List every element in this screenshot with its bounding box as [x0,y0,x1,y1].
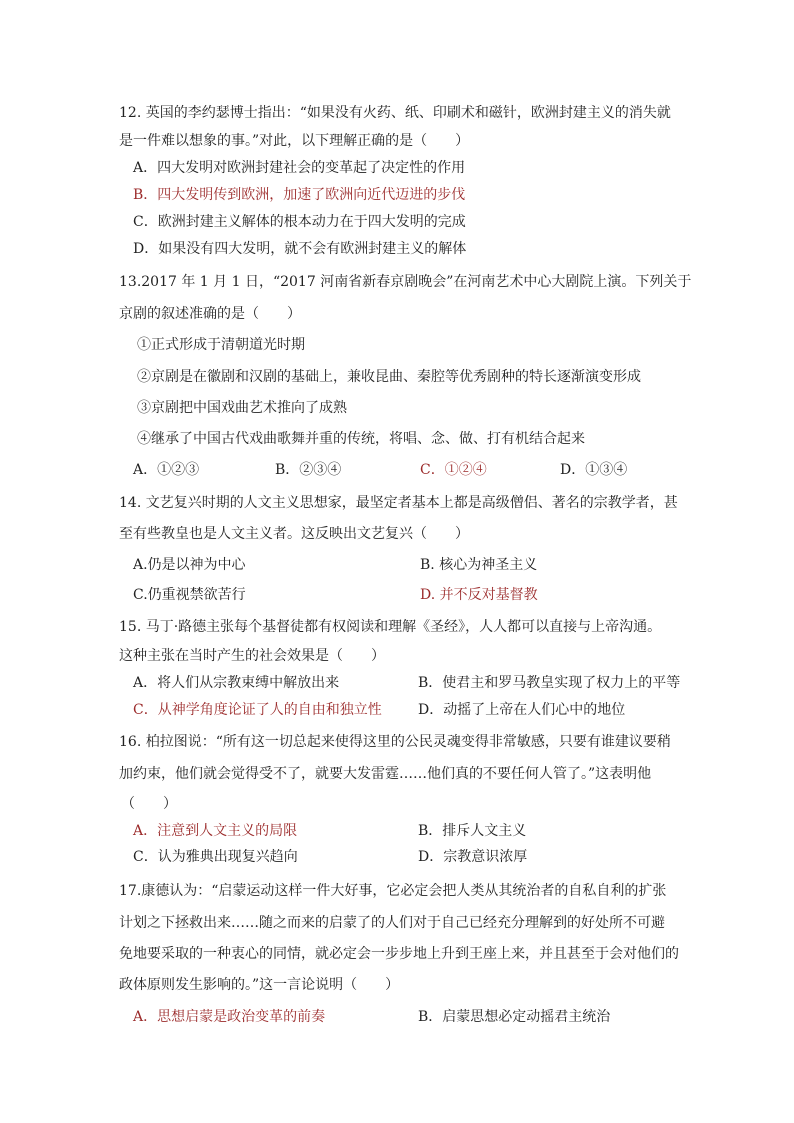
q12-option-b: B．四大发明传到欧洲，加速了欧洲向近代迈进的步伐 [133,187,466,203]
q16-option-a: A．注意到人文主义的局限 [133,823,298,839]
q17-stem-line3: 免地要采取的一种衷心的同情，就必定会一步步地上升到王座上来，并且甚至于会对他们的 [119,946,679,962]
q12-option-a: A．四大发明对欧洲封建社会的变革起了决定性的作用 [133,160,466,176]
q13-option-a: A．①②③ [133,462,200,478]
q14-option-c: C.仍重视禁欲苦行 [133,587,246,603]
q13-item-2: ②京剧是在徽剧和汉剧的基础上，兼收昆曲、秦腔等优秀剧种的特长逐渐演变形成 [137,369,641,385]
q16-option-c: C．认为雅典出现复兴趋向 [133,849,298,865]
q12-option-c: C．欧洲封建主义解体的根本动力在于四大发明的完成 [133,214,466,230]
q15-option-a: A．将人们从宗教束缚中解放出来 [133,675,340,691]
q17-stem-line1: 17.康德认为：“启蒙运动这样一件大好事，它必定会把人类从其统治者的自私自利的扩张 [119,883,667,899]
q13-stem-line1: 13.2017 年 1 月 1 日，“2017 河南省新春京剧晚会”在河南艺术中心大剧院上演。下列关于 [119,274,692,290]
q16-stem-line2: 加约束，他们就会觉得受不了，就要大发雷霆……他们真的不要任何人管了。”这表明他 [119,766,652,782]
q13-item-4: ④继承了中国古代戏曲歌舞并重的传统，将唱、念、做、打有机结合起来 [137,431,585,447]
q13-option-c: C．①②④ [420,462,487,478]
q14-option-a: A.仍是以神为中心 [133,557,246,573]
q13-item-3: ③京剧把中国戏曲艺术推向了成熟 [137,400,347,416]
q12-stem-line1: 12. 英国的李约瑟博士指出：“如果没有火药、纸、印刷术和磁针，欧洲封建主义的消失就 [119,105,671,121]
q14-option-d: D. 并不反对基督教 [420,587,538,603]
q15-stem-line1: 15. 马丁·路德主张每个基督徒都有权阅读和理解《圣经》，人人都可以直接与上帝沟通。 [119,619,662,635]
q14-option-b: B. 核心为神圣主义 [420,557,538,573]
q12-option-d: D．如果没有四大发明，就不会有欧洲封建主义的解体 [133,241,467,257]
q17-option-a: A．思想启蒙是政治变革的前奏 [133,1009,326,1025]
q12-stem-line2: 是一件难以想象的事。”对此，以下理解正确的是（ ） [119,133,470,149]
q17-stem-line2: 计划之下拯救出来……随之而来的启蒙了的人们对于自己已经充分理解到的好处所不可避 [119,915,665,931]
q13-option-d: D．①③④ [560,462,628,478]
q14-stem-line1: 14. 文艺复兴时期的人文主义思想家，最坚定者基本上都是高级僧侣、著名的宗教学者，甚 [119,495,678,511]
q15-option-d: D．动摇了上帝在人们心中的地位 [418,702,626,718]
q15-option-b: B．使君主和罗马教皇实现了权力上的平等 [418,675,681,691]
q17-option-b: B．启蒙思想必定动摇君主统治 [418,1009,611,1025]
q16-option-d: D．宗教意识浓厚 [418,849,528,865]
q14-stem-line2: 至有些教皇也是人文主义者。这反映出文艺复兴（ ） [119,526,469,542]
q13-option-b: B．②③④ [275,462,342,478]
q15-option-c: C．从神学角度论证了人的自由和独立性 [133,702,382,718]
q17-stem-line4: 政体原则发生影响的。”这一言论说明（ ） [119,977,400,993]
q15-stem-line2: 这种主张在当时产生的社会效果是（ ） [119,648,385,664]
q16-stem-line1: 16. 柏拉图说：“所有这一切总起来使得这里的公民灵魂变得非常敏感，只要有谁建议要稍 [119,734,671,750]
q16-option-b: B．排斥人文主义 [418,823,527,839]
q13-stem-line2: 京剧的叙述准确的是（ ） [119,306,301,322]
q16-stem-line3: （ ） [121,796,177,812]
q13-item-1: ①正式形成于清朝道光时期 [137,337,305,353]
